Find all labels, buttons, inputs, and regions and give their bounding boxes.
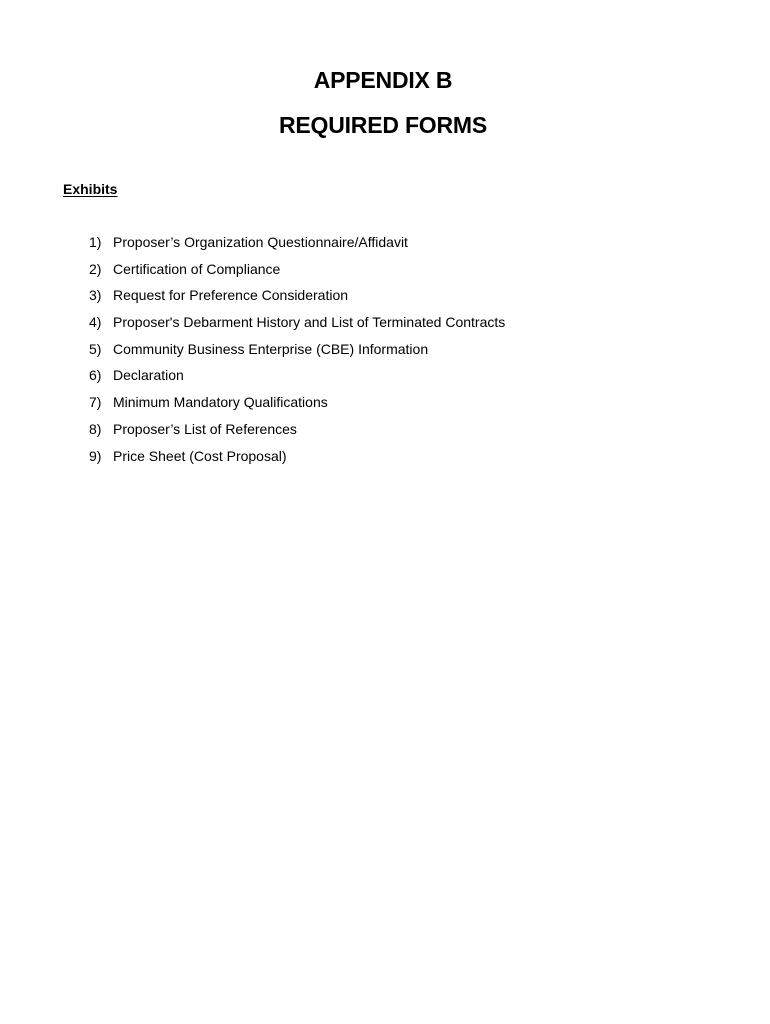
list-item-number: 3) — [89, 287, 102, 304]
forms-title: REQUIRED FORMS — [278, 112, 488, 138]
list-item-text: Proposer’s List of References — [113, 420, 297, 437]
list-item-number: 4) — [89, 314, 102, 331]
list-item-text: Price Sheet (Cost Proposal) — [113, 447, 287, 464]
list-item-text: Request for Preference Consideration — [113, 287, 349, 304]
list-item-text: Community Business Enterprise (CBE) Information — [113, 340, 429, 357]
list-item-number: 5) — [89, 340, 102, 357]
list-item — [89, 262, 505, 289]
list-item — [89, 315, 505, 342]
list-item-number: 2) — [89, 260, 102, 277]
list-item-text: Proposer’s Organization Questionnaire/Affidavit — [113, 234, 408, 250]
appendix-title: APPENDIX B — [313, 67, 453, 93]
exhibits-heading: Exhibits — [63, 181, 118, 197]
list-item — [89, 422, 505, 449]
list-item — [89, 342, 505, 369]
list-item-number: 6) — [89, 367, 102, 384]
list-item — [89, 288, 505, 315]
list-item-number: 9) — [89, 447, 102, 464]
list-item-number: 8) — [89, 420, 102, 437]
list-item-number: 1) — [89, 234, 102, 250]
list-item — [89, 368, 505, 395]
list-item-text: Proposer's Debarment History and List of Terminated Contracts — [113, 314, 506, 331]
list-item — [89, 235, 505, 262]
list-item-number: 7) — [89, 394, 102, 411]
list-item — [89, 449, 505, 476]
list-item-text: Declaration — [113, 367, 184, 384]
list-item — [89, 395, 505, 422]
list-item-text: Minimum Mandatory Qualifications — [113, 394, 328, 411]
exhibit-list — [89, 235, 505, 475]
list-item-text: Certification of Compliance — [113, 260, 281, 277]
